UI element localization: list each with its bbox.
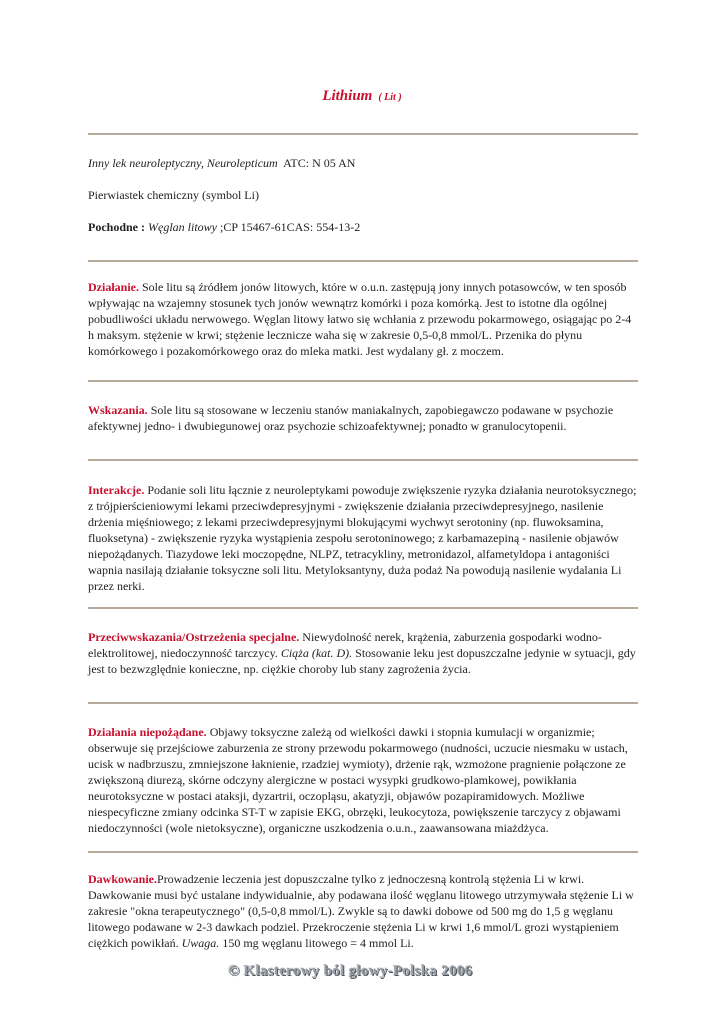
classification-line <box>88 155 638 171</box>
section-text: Objawy toksyczne zależą od wielkości dawki i stopnia kumulacji w organizmie; obserwuje się przejściowe zaburzenia ze strony przewodu pokarmowego (nudności, uczucie niesmaku w ustach, ucisk w nadbrzuszu, zmniejszone łaknienie, rzadziej wymioty), drżenie rąk, wzmożone pragnienie połączone ze zwiększoną diurezą, skórne odczyny alergiczne w postaci wysypki grudkowo-plamkowej, powikłania neurotoksyczne w postaci ataksji, dyzartrii, oczopląsu, akatyzji, objawów pozapiramidowych. Możliwe niespecyficzne zmiany odcinka ST-T w zapisie EKG, obrzęki, leukocytoza, powiększenie tarczycy z objawami niedoczynności (wole nietoksyczne), organiczne uszkodzenia o.u.n., zaawansowana miażdżyca. <box>88 725 628 835</box>
section-heading: Przeciwwskazania/Ostrzeżenia specjalne. <box>88 630 300 644</box>
divider <box>88 607 638 609</box>
section-heading: Działania niepożądane. <box>88 725 207 739</box>
divider <box>88 133 638 135</box>
derivative-name: Węglan litowy <box>148 220 217 234</box>
atc-code: ATC: N 05 AN <box>283 156 356 170</box>
section-text: 150 mg węglanu litowego = 4 mmol Li. <box>222 936 414 950</box>
section-heading: Interakcje. <box>88 483 145 497</box>
divider <box>88 851 638 853</box>
title-main: Lithium <box>322 88 373 104</box>
divider <box>88 459 638 461</box>
section-text: Niewydolność nerek, krążenia, zaburzenia gospodarki wodno-elektrolitowej, niedoczynność tarczycy. <box>88 630 602 660</box>
section-text: Stosowanie leku jest dopuszczalne jedynie w sytuacji, gdy jest to bezwzględnie konieczne, np. ciężkie choroby lub stany zagrożenia życia. <box>88 646 636 676</box>
title-symbol: ( Lit ) <box>378 92 402 103</box>
section-text: Prowadzenie leczenia jest dopuszczalne tylko z jednoczesną kontrolą stężenia Li w krwi. Dawkowanie musi być ustalane indywidualnie, aby podawana ilość węglanu litowego utrzymywała stężenie Li w zakresie "okna terapeutycznego" (0,5-0,8 mmol/L). Zwykle są to dawki dobowe od 500 mg do 1,5 g węglanu litowego podawane w 2-3 dawkach podziel. Przekroczenie stężenia Li w krwi 1,6 mmol/L grozi wystąpieniem ciężkich powikłań. <box>88 872 634 950</box>
divider <box>88 702 638 704</box>
section-wskazania <box>88 402 638 434</box>
section-dzialania-niepozadane <box>88 724 638 836</box>
element-line: Pierwiastek chemiczny (symbol Li) <box>88 188 259 202</box>
page-title <box>0 88 724 105</box>
section-interakcje <box>88 482 638 594</box>
section-dzialanie <box>88 279 638 359</box>
section-przeciwwskazania <box>88 629 638 677</box>
pregnancy-category: Ciąża (kat. D). <box>280 646 353 660</box>
section-dawkowanie <box>88 871 638 951</box>
derivative-codes: ;CP 15467-61CAS: 554-13-2 <box>220 220 361 234</box>
copyright-footer: © Klasterowy ból głowy-Polska 2006 <box>228 963 473 979</box>
section-text: Sole litu są stosowane w leczeniu stanów maniakalnych, zapobiegawczo podawane w psychozie afektywnej jedno- i dwubiegunowej oraz psychozie schizoafektywnej; ponadto w granulocytopenii. <box>88 403 614 433</box>
note-label: Uwaga. <box>181 936 220 950</box>
section-heading: Dawkowanie. <box>88 872 158 886</box>
section-text: Podanie soli litu łącznie z neuroleptykami powoduje zwiększenie ryzyka działania neurotoksycznego; z trójpierścieniowymi lekami przeciwdepresyjnymi - zwiększenie działania przeciwdepresyjnego, nasilenie drżenia mięśniowego; z lekami przeciwdepresyjnymi blokującymi wychwyt serotoniny (np. fluwoksamina, fluoksetyna) - zwiększenie ryzyka wystąpienia zespołu serotoninowego; z karbamazepiną - nasilenie objawów niepożądanych. Tiazydowe leki moczopędne, NLPZ, tetracykliny, metronidazol, alfametyldopa i antagoniści wapnia nasilają działanie toksyczne soli litu. Metyloksantyny, duża podaż Na powodują nasilenie wydalania Li przez nerki. <box>88 483 637 593</box>
section-heading: Działanie. <box>88 280 139 294</box>
derivatives-line <box>88 219 638 235</box>
classification-text: Inny lek neuroleptyczny, Neurolepticum <box>88 156 278 170</box>
derivatives-label: Pochodne : <box>88 220 145 234</box>
section-text: Sole litu są źródłem jonów litowych, które w o.u.n. zastępują jony innych potasowców, w ten sposób wpływając na wzajemny stosunek tych jonów wewnątrz komórki i poza komórką. Jest to istotne dla ogólnej pobudliwości układu nerwowego. Węglan litowy łatwo się wchłania z przewodu pokarmowego, osiągając po 2-4 h maksym. stężenie w krwi; stężenie lecznicze waha się w zakresie 0,5-0,8 mmol/L. Przenika do płynu komórkowego i pozakomórkowego oraz do mleka matki. Jest wydalany gł. z moczem. <box>88 280 632 358</box>
section-heading: Wskazania. <box>88 403 148 417</box>
divider <box>88 380 638 382</box>
divider <box>88 260 638 262</box>
